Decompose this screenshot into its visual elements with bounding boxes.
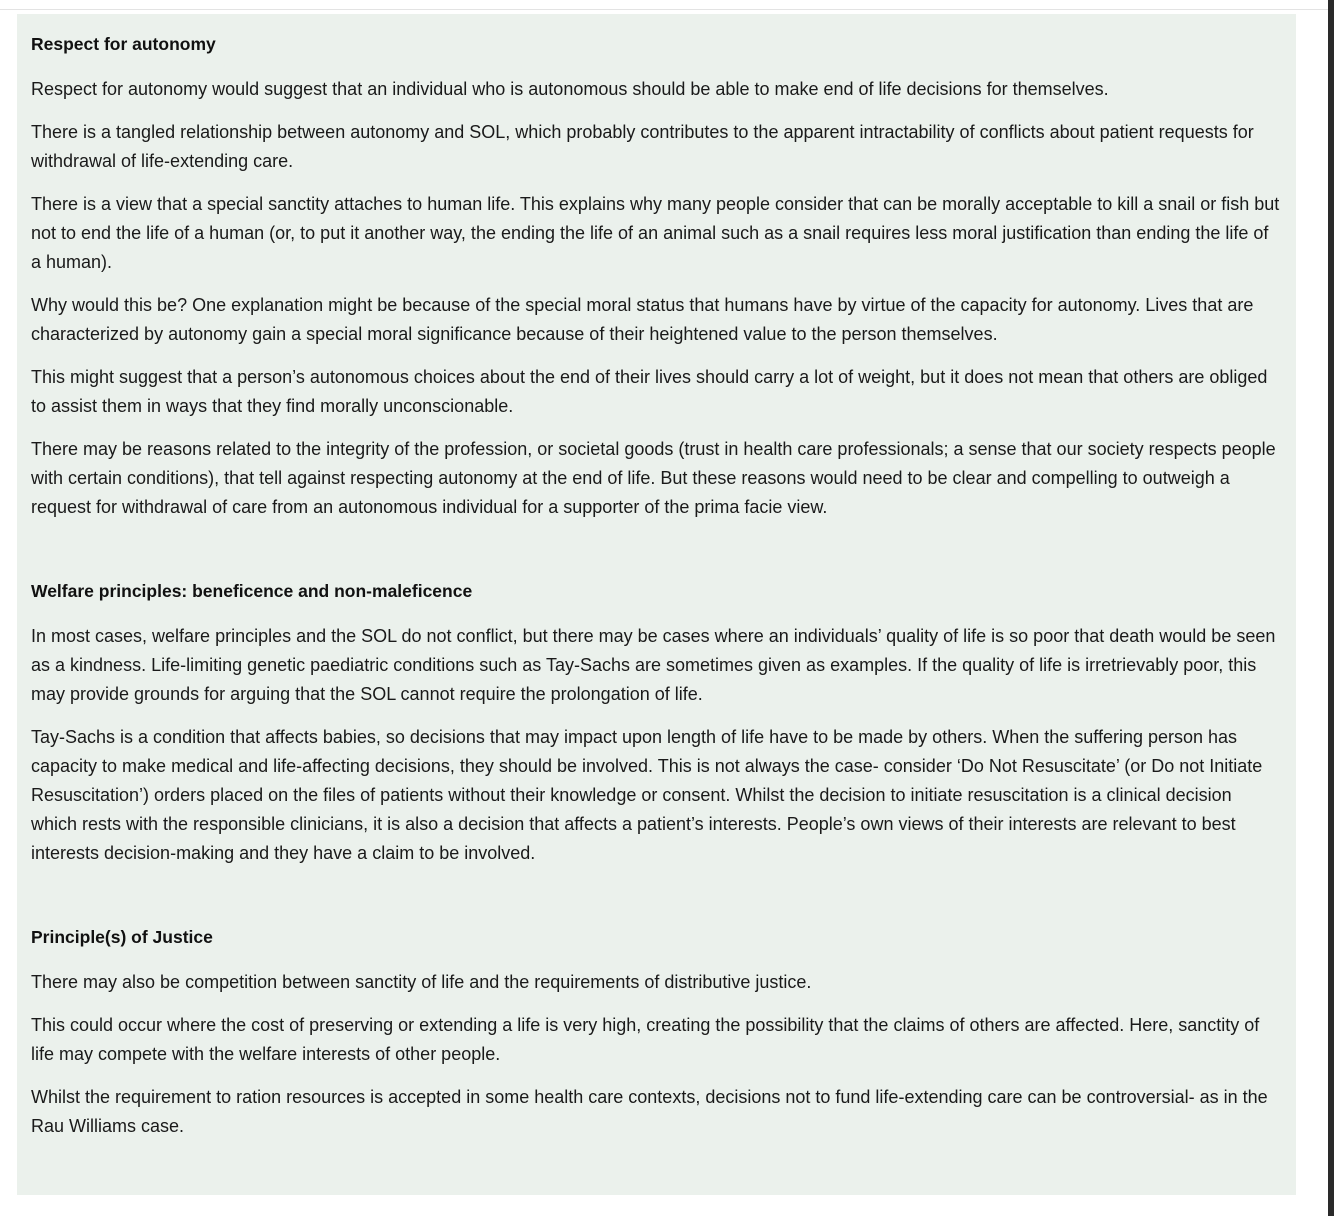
paragraph: There is a view that a special sanctity attaches to human life. This explains why many people consider that can be morally acceptable to kill a snail or fish but not to end the life of a human (or, to put it another way, the ending the life of an animal such as a snail requires less moral justification than ending the life of a human).	[31, 194, 1280, 272]
section-principles-of-justice	[31, 925, 1282, 1141]
paragraph: There may also be competition between sanctity of life and the requirements of distributive justice.	[31, 972, 812, 992]
paragraph: Tay-Sachs is a condition that affects babies, so decisions that may impact upon length of life have to be made by others. When the suffering person has capacity to make medical and life-affecting decisions, they should be involved. This is not always the case- consider ‘Do Not Resuscitate’ (or Do not Initiate Resuscitation’) orders placed on the files of patients without their knowledge or consent. Whilst the decision to initiate resuscitation is a clinical decision which rests with the responsible clinicians, it is also a decision that affects a patient’s interests. People’s own views of their interests are relevant to best interests decision-making and they have a claim to be involved.	[31, 727, 1263, 863]
scrollbar-track[interactable]	[1328, 0, 1334, 1216]
paragraph: This could occur where the cost of preserving or extending a life is very high, creating the possibility that the claims of others are affected. Here, sanctity of life may compete with the welfare interests of other people.	[31, 1015, 1260, 1064]
paragraph: Respect for autonomy would suggest that an individual who is autonomous should be able to make end of life decisions for themselves.	[31, 79, 1109, 99]
paragraph: There may be reasons related to the integrity of the profession, or societal goods (trust in health care professionals; a sense that our society respects people with certain conditions), that tell against respecting autonomy at the end of life. But these reasons would need to be clear and compelling to outweigh a request for withdrawal of care from an autonomous individual for a supporter of the prima facie view.	[31, 439, 1276, 517]
paragraph: This might suggest that a person’s autonomous choices about the end of their lives should carry a lot of weight, but it does not mean that others are obliged to assist them in ways that they find morally unconscionable.	[31, 367, 1268, 416]
section-respect-for-autonomy	[31, 32, 1282, 522]
section-heading: Principle(s) of Justice	[31, 927, 213, 947]
section-heading: Respect for autonomy	[31, 34, 216, 54]
section-spacer	[31, 536, 1282, 579]
section-heading: Welfare principles: beneficence and non-maleficence	[31, 581, 473, 601]
paragraph: Whilst the requirement to ration resources is accepted in some health care contexts, decisions not to fund life-extending care can be controversial- as in the Rau Williams case.	[31, 1087, 1268, 1136]
paragraph: Why would this be? One explanation might be because of the special moral status that humans have by virtue of the capacity for autonomy. Lives that are characterized by autonomy gain a special moral significance because of their heightened value to the person themselves.	[31, 295, 1254, 344]
paragraph: There is a tangled relationship between autonomy and SOL, which probably contributes to the apparent intractability of conflicts about patient requests for withdrawal of life-extending care.	[31, 122, 1254, 171]
content-panel	[17, 14, 1296, 1195]
section-welfare-principles	[31, 579, 1282, 868]
top-divider	[0, 9, 1334, 10]
section-spacer	[31, 882, 1282, 925]
paragraph: In most cases, welfare principles and the SOL do not conflict, but there may be cases where an individuals’ quality of life is so poor that death would be seen as a kindness. Life-limiting genetic paediatric conditions such as Tay-Sachs are sometimes given as examples. If the quality of life is irretrievably poor, this may provide grounds for arguing that the SOL cannot require the prolongation of life.	[31, 626, 1276, 704]
